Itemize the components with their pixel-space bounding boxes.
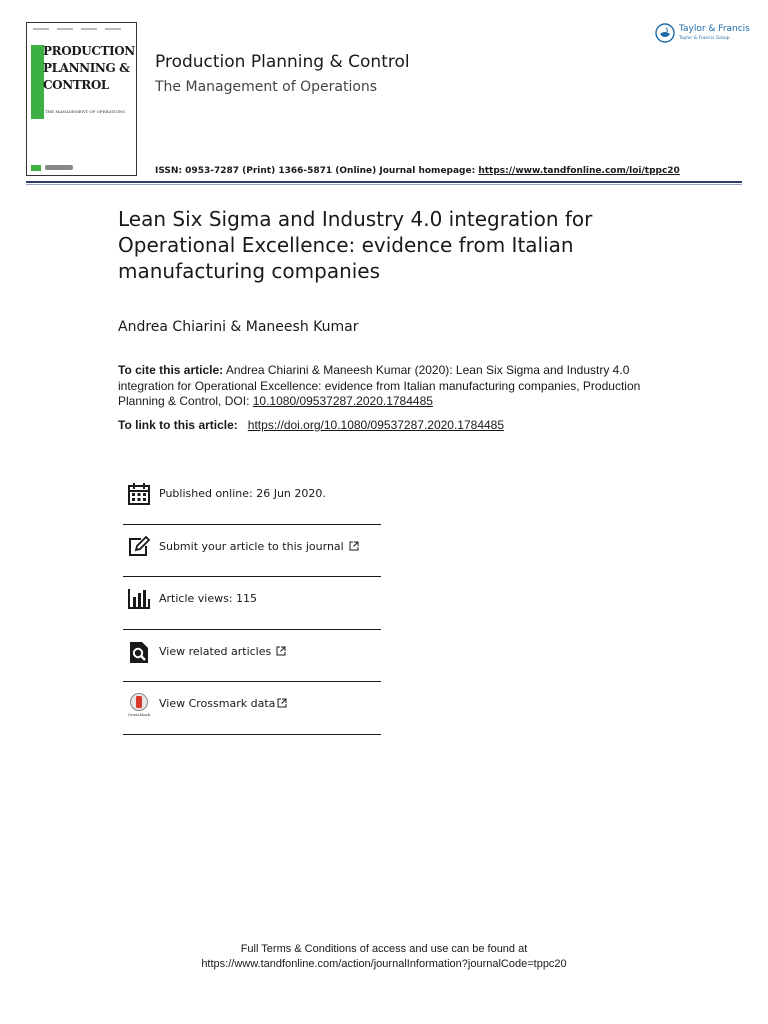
article-views: Article views: 115 <box>159 592 258 605</box>
published-date: Published online: 26 Jun 2020. <box>159 487 326 500</box>
citation-text: Andrea Chiarini & Maneesh Kumar (2020): Lean Six Sigma and Industry 4.0 integration for Operational Excellence: evidence from Italian manufacturing companies, Production Planning & Control, DOI: <box>118 363 641 408</box>
document-search-icon <box>127 640 151 664</box>
citation-label: To cite this article: <box>118 363 224 377</box>
bar-chart-icon <box>127 587 151 611</box>
crossmark-icon <box>127 692 151 716</box>
crossmark-link[interactable] <box>159 697 287 710</box>
publisher-lamp-icon <box>655 23 675 43</box>
cover-title: PRODUCTION PLANNING & CONTROL <box>43 44 135 92</box>
issn-line <box>155 166 680 176</box>
external-link-icon <box>276 646 286 656</box>
article-authors: Andrea Chiarini & Maneesh Kumar <box>118 319 359 335</box>
header-rule-thin <box>26 184 742 185</box>
footer <box>0 942 768 972</box>
submit-article-link[interactable] <box>159 540 359 553</box>
citation-block <box>118 363 658 410</box>
cover-publisher-logo <box>45 165 73 170</box>
published-row <box>123 472 381 525</box>
article-link-label: To link to this article: <box>118 418 242 432</box>
publisher-logo <box>655 22 755 46</box>
cover-top-strip <box>27 23 136 37</box>
cover-subtitle: THE MANAGEMENT OF OPERATIONS <box>45 109 125 114</box>
related-articles-row[interactable] <box>123 630 381 683</box>
footer-terms: Full Terms & Conditions of access and use can be found at <box>240 943 528 955</box>
article-url-link[interactable]: https://doi.org/10.1080/09537287.2020.1784485 <box>247 418 505 432</box>
crossmark-badge-text: CrossMark <box>127 712 151 717</box>
article-title: Lean Six Sigma and Industry 4.0 integration for Operational Excellence: evidence from Italian manufacturing companies <box>118 207 593 283</box>
article-views-row <box>123 577 381 630</box>
submit-article-label: Submit your article to this journal <box>159 539 344 553</box>
journal-homepage-link[interactable]: https://www.tandfonline.com/loi/tppc20 <box>478 166 680 176</box>
crossmark-row[interactable] <box>123 682 381 735</box>
article-link-block <box>118 418 504 432</box>
doi-link[interactable]: 10.1080/09537287.2020.1784485 <box>252 394 433 408</box>
journal-cover <box>26 22 137 176</box>
related-articles-label: View related articles <box>159 644 272 658</box>
cover-green-mark <box>31 165 41 171</box>
submit-article-row[interactable] <box>123 525 381 578</box>
publisher-name: Taylor & Francis <box>679 24 750 34</box>
issn-text: ISSN: 0953-7287 (Print) 1366-5871 (Online) Journal homepage: <box>155 166 479 176</box>
related-articles-link[interactable] <box>159 645 286 658</box>
journal-subtitle: The Management of Operations <box>155 79 378 95</box>
header-rule <box>26 181 742 183</box>
publisher-group: Taylor & Francis Group <box>679 36 730 41</box>
footer-terms-url[interactable]: https://www.tandfonline.com/action/journalInformation?journalCode=tppc20 <box>201 958 567 970</box>
external-link-icon <box>277 698 287 708</box>
external-link-icon <box>349 541 359 551</box>
edit-icon <box>127 535 151 559</box>
journal-title: Production Planning & Control <box>155 52 410 72</box>
crossmark-label: View Crossmark data <box>159 697 276 710</box>
calendar-icon <box>127 482 151 506</box>
article-info-list <box>123 472 381 735</box>
